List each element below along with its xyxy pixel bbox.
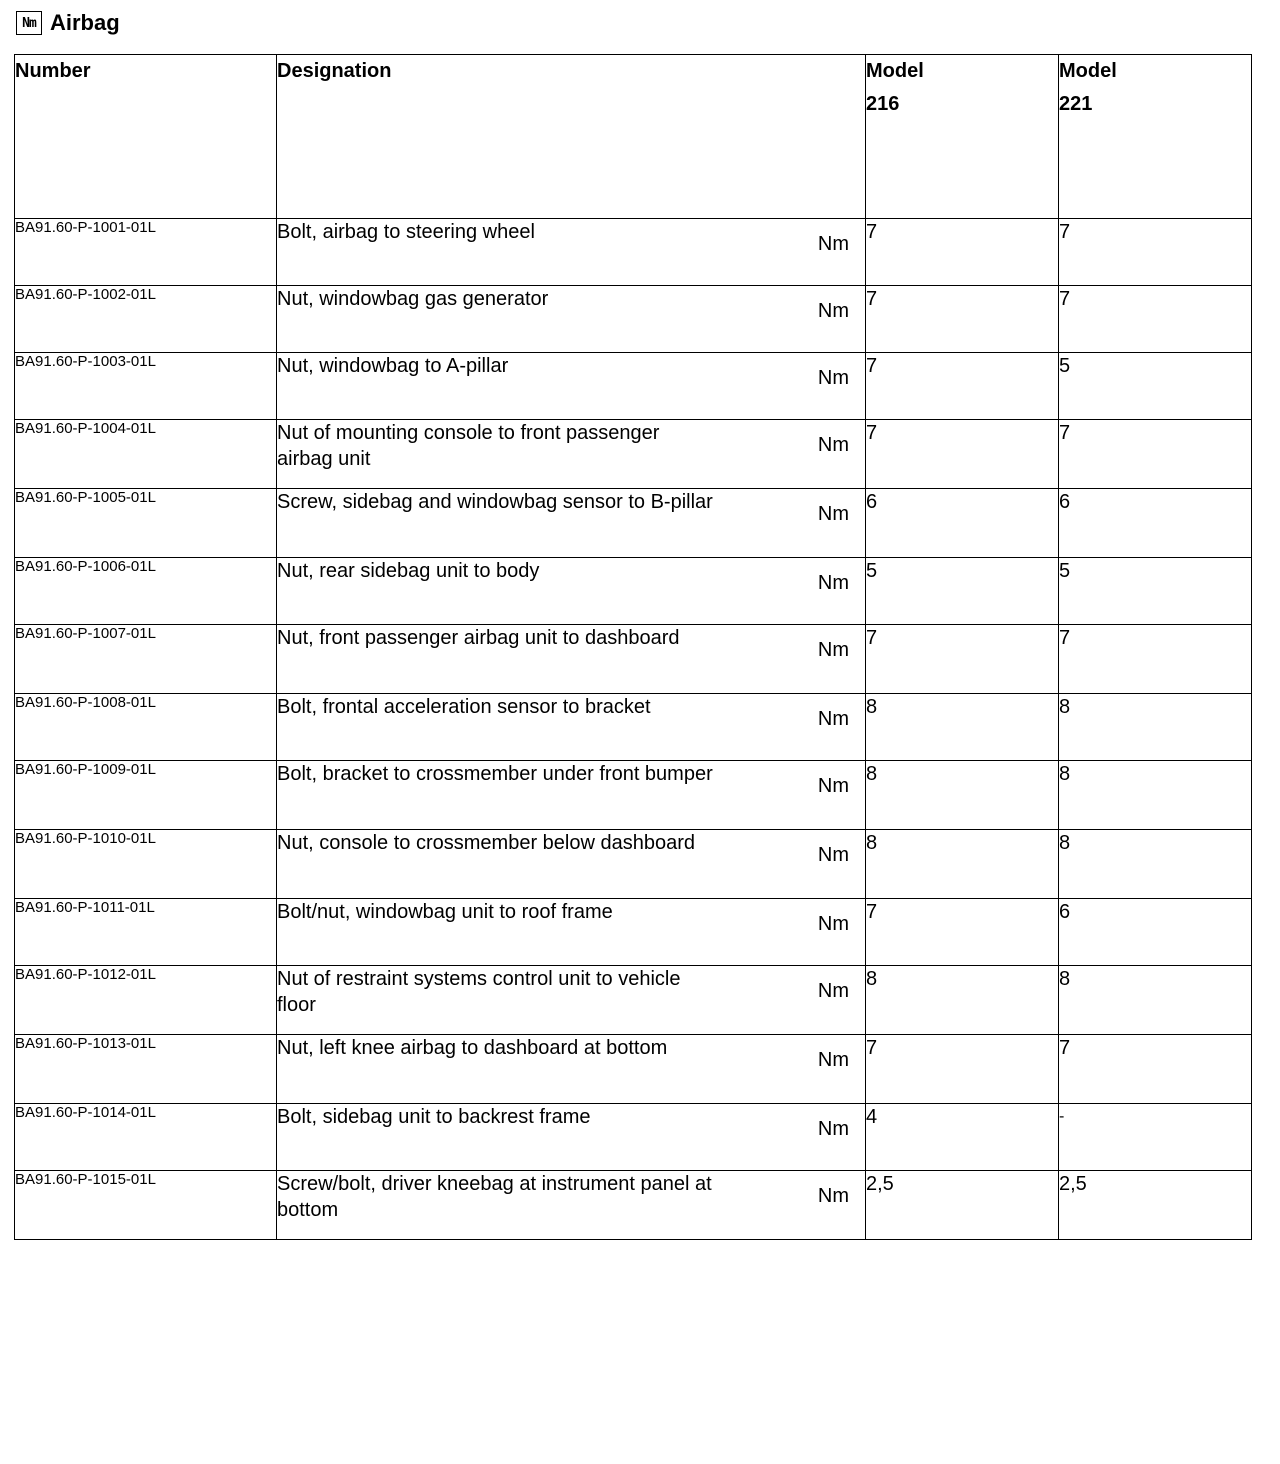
row-designation: Nut, windowbag to A-pillar: [277, 355, 509, 377]
row-value-216: 8: [866, 761, 1059, 830]
row-number: BA91.60-P-1004-01L: [15, 420, 277, 489]
row-unit: Nm: [817, 434, 849, 456]
row-designation-cell: [277, 286, 866, 353]
row-value-216: 4: [866, 1104, 1059, 1171]
table-row: [15, 420, 1252, 489]
row-designation: Nut, console to crossmember below dashboard: [277, 832, 695, 854]
row-value-221: 6: [1059, 899, 1252, 966]
row-value-216: 7: [866, 219, 1059, 286]
row-value-216: 7: [866, 1035, 1059, 1104]
row-designation-cell: [277, 420, 866, 489]
row-unit: Nm: [817, 233, 849, 255]
row-unit: Nm: [817, 980, 849, 1002]
row-designation-cell: [277, 899, 866, 966]
row-unit: Nm: [817, 775, 849, 797]
row-unit: Nm: [817, 639, 849, 661]
row-value-216: 5: [866, 558, 1059, 625]
row-unit: Nm: [817, 913, 849, 935]
row-unit: Nm: [817, 1185, 849, 1207]
row-unit: Nm: [817, 300, 849, 322]
row-number: BA91.60-P-1003-01L: [15, 353, 277, 420]
row-designation: Nut of mounting console to front passenger airbag unit: [277, 422, 660, 470]
row-number: BA91.60-P-1001-01L: [15, 219, 277, 286]
column-header-number: Number: [15, 55, 277, 219]
nm-icon: Nm: [16, 11, 42, 35]
table-row: [15, 761, 1252, 830]
row-unit: Nm: [817, 1118, 849, 1140]
column-header-model-216: [866, 55, 1059, 219]
column-header-designation: Designation: [277, 55, 866, 219]
table-row: [15, 625, 1252, 694]
row-designation-cell: [277, 625, 866, 694]
row-designation-cell: [277, 966, 866, 1035]
row-number: BA91.60-P-1007-01L: [15, 625, 277, 694]
page-title: Airbag: [50, 10, 120, 35]
row-number: BA91.60-P-1012-01L: [15, 966, 277, 1035]
row-designation-cell: [277, 219, 866, 286]
row-number: BA91.60-P-1015-01L: [15, 1171, 277, 1240]
row-designation-cell: [277, 761, 866, 830]
row-unit: Nm: [817, 708, 849, 730]
row-number: BA91.60-P-1011-01L: [15, 899, 277, 966]
model-216-number: 216: [866, 93, 900, 115]
row-value-216: 8: [866, 694, 1059, 761]
row-unit: Nm: [817, 367, 849, 389]
model-216-label: Model: [866, 60, 924, 82]
row-designation: Nut, front passenger airbag unit to dashboard: [277, 627, 680, 649]
row-number: BA91.60-P-1013-01L: [15, 1035, 277, 1104]
row-value-216: 7: [866, 899, 1059, 966]
row-designation: Nut of restraint systems control unit to vehicle floor: [277, 968, 681, 1016]
row-value-221: 5: [1059, 353, 1252, 420]
row-designation-cell: [277, 1104, 866, 1171]
row-value-221: 7: [1059, 420, 1252, 489]
row-value-216: 7: [866, 286, 1059, 353]
row-value-216: 6: [866, 489, 1059, 558]
row-unit: Nm: [817, 503, 849, 525]
row-designation-cell: [277, 353, 866, 420]
row-value-216: 7: [866, 420, 1059, 489]
row-number: BA91.60-P-1008-01L: [15, 694, 277, 761]
row-designation: Bolt/nut, windowbag unit to roof frame: [277, 901, 613, 923]
row-value-216: 8: [866, 830, 1059, 899]
row-value-221: 8: [1059, 761, 1252, 830]
row-designation-cell: [277, 489, 866, 558]
row-value-221: 7: [1059, 625, 1252, 694]
row-designation: Bolt, airbag to steering wheel: [277, 221, 535, 243]
row-designation-cell: [277, 558, 866, 625]
row-value-221: 7: [1059, 1035, 1252, 1104]
row-designation: Bolt, bracket to crossmember under front bumper: [277, 763, 713, 785]
row-designation-cell: [277, 830, 866, 899]
row-value-221: 7: [1059, 219, 1252, 286]
row-value-216: 7: [866, 353, 1059, 420]
row-designation-cell: [277, 1035, 866, 1104]
table-row: [15, 966, 1252, 1035]
table-row: [15, 219, 1252, 286]
row-designation: Bolt, frontal acceleration sensor to bracket: [277, 696, 651, 718]
row-unit: Nm: [817, 1049, 849, 1071]
table-row: [15, 286, 1252, 353]
row-designation: Screw, sidebag and windowbag sensor to B-pillar: [277, 491, 713, 513]
row-number: BA91.60-P-1010-01L: [15, 830, 277, 899]
row-value-216: 2,5: [866, 1171, 1059, 1240]
row-unit: Nm: [817, 572, 849, 594]
model-221-number: 221: [1059, 93, 1093, 115]
table-row: [15, 694, 1252, 761]
row-number: BA91.60-P-1002-01L: [15, 286, 277, 353]
row-value-221: 7: [1059, 286, 1252, 353]
row-designation-cell: [277, 1171, 866, 1240]
row-designation: Nut, left knee airbag to dashboard at bottom: [277, 1037, 668, 1059]
row-value-221: 8: [1059, 966, 1252, 1035]
row-number: BA91.60-P-1014-01L: [15, 1104, 277, 1171]
row-number: BA91.60-P-1006-01L: [15, 558, 277, 625]
row-designation-cell: [277, 694, 866, 761]
row-number: BA91.60-P-1009-01L: [15, 761, 277, 830]
row-value-221: 8: [1059, 830, 1252, 899]
row-value-221: 6: [1059, 489, 1252, 558]
row-value-221: 5: [1059, 558, 1252, 625]
table-row: [15, 899, 1252, 966]
row-value-216: 7: [866, 625, 1059, 694]
row-value-221: 2,5: [1059, 1171, 1252, 1240]
title-bar: [16, 8, 120, 38]
row-number: BA91.60-P-1005-01L: [15, 489, 277, 558]
table-row: [15, 1035, 1252, 1104]
column-header-model-221: [1059, 55, 1252, 219]
row-unit: Nm: [817, 844, 849, 866]
row-designation: Bolt, sidebag unit to backrest frame: [277, 1106, 591, 1128]
row-designation: Nut, rear sidebag unit to body: [277, 560, 540, 582]
table-row: [15, 1104, 1252, 1171]
torque-table: [14, 54, 1252, 1240]
row-designation: Screw/bolt, driver kneebag at instrument panel at bottom: [277, 1173, 712, 1221]
row-designation: Nut, windowbag gas generator: [277, 288, 549, 310]
table-header-row: [15, 55, 1252, 219]
row-value-221: 8: [1059, 694, 1252, 761]
table-row: [15, 558, 1252, 625]
model-221-label: Model: [1059, 60, 1117, 82]
table-row: [15, 489, 1252, 558]
table-row: [15, 830, 1252, 899]
table-row: [15, 353, 1252, 420]
table-row: [15, 1171, 1252, 1240]
row-value-221: -: [1059, 1104, 1252, 1171]
row-value-216: 8: [866, 966, 1059, 1035]
